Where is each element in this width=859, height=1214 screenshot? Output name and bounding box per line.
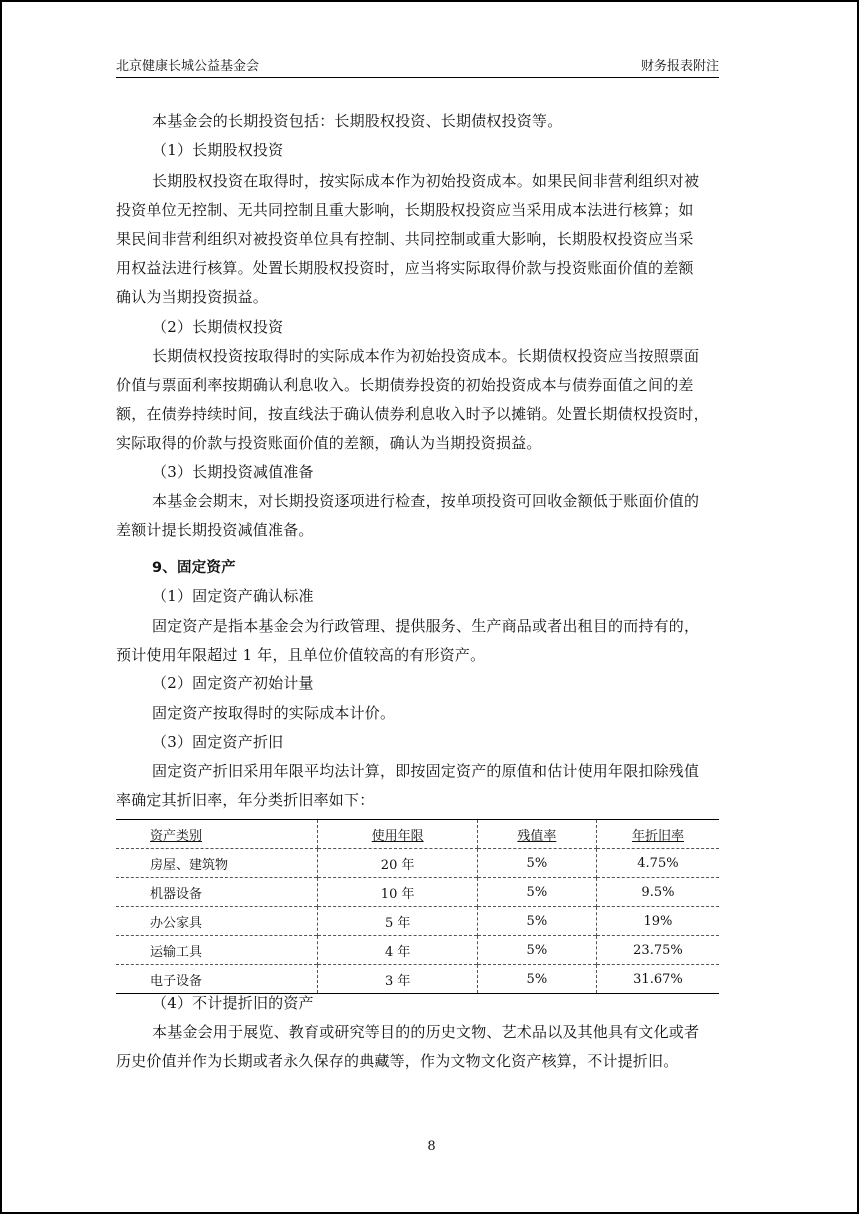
table-row	[116, 849, 719, 878]
table-cell: 4 年	[318, 936, 477, 965]
equity-paragraph-line: 果民间非营利组织对被投资单位具有控制、共同控制或重大影响，长期股权投资应当采	[116, 230, 694, 248]
table-cell: 9.5%	[596, 878, 719, 907]
table-cell: 5%	[477, 965, 596, 994]
table-cell: 电子设备	[116, 965, 318, 994]
table-cell: 19%	[596, 907, 719, 936]
table-cell: 5%	[477, 878, 596, 907]
fixed-assets-heading: 9、固定资产	[152, 560, 236, 576]
debt-paragraph-line: 价值与票面利率按期确认利息收入。长期债券投资的初始投资成本与债券面值之间的差	[116, 376, 694, 394]
table-cell: 运输工具	[116, 936, 318, 965]
equity-paragraph-line: 长期股权投资在取得时，按实际成本作为初始投资成本。如果民间非营利组织对被	[152, 172, 700, 190]
fa-depreciation-line: 固定资产折旧采用年限平均法计算，即按固定资产的原值和估计使用年限扣除残值	[152, 762, 700, 780]
page-number: 8	[427, 1139, 436, 1154]
table-cell: 10 年	[318, 878, 477, 907]
table-cell: 办公家具	[116, 907, 318, 936]
fa-depreciation-title: （3）固定资产折旧	[152, 733, 284, 751]
impairment-paragraph-line: 本基金会期末，对长期投资逐项进行检查，按单项投资可回收金额低于账面价值的	[152, 492, 700, 510]
table-header-cell: 资产类别	[116, 820, 318, 849]
equity-paragraph-line: 用权益法进行核算。处置长期股权投资时，应当将实际取得价款与投资账面价值的差额	[116, 259, 694, 277]
table-header-row	[116, 820, 719, 849]
debt-paragraph-line: 额，在债券持续时间，按直线法于确认债券利息收入时予以摊销。处置长期债权投资时，	[116, 405, 709, 423]
equity-title: （1）长期股权投资	[152, 141, 284, 159]
header-doc-type: 财务报表附注	[640, 59, 719, 74]
table-cell: 5 年	[318, 907, 477, 936]
impairment-paragraph-line: 差额计提长期投资减值准备。	[116, 521, 314, 539]
table-header-cell: 残值率	[477, 820, 596, 849]
table-row	[116, 878, 719, 907]
fa-recognition-title: （1）固定资产确认标准	[152, 587, 314, 605]
non-depreciable-title: （4）不计提折旧的资产	[152, 994, 314, 1012]
table-cell: 5%	[477, 936, 596, 965]
fa-depreciation-line: 率确定其折旧率，年分类折旧率如下：	[116, 791, 375, 809]
equity-paragraph-line: 确认为当期投资损益。	[116, 288, 269, 306]
table-row	[116, 965, 719, 994]
table-cell: 5%	[477, 907, 596, 936]
header-divider	[116, 77, 719, 78]
table-cell: 31.67%	[596, 965, 719, 994]
table-header-cell: 年折旧率	[596, 820, 719, 849]
impairment-title: （3）长期投资减值准备	[152, 463, 314, 481]
debt-title: （2）长期债权投资	[152, 318, 284, 336]
debt-paragraph-line: 长期债权投资按取得时的实际成本作为初始投资成本。长期债权投资应当按照票面	[152, 347, 700, 365]
table-row	[116, 907, 719, 936]
fa-recognition-line: 固定资产是指本基金会为行政管理、提供服务、生产商品或者出租目的而持有的，	[152, 617, 700, 635]
depreciation-table	[116, 819, 719, 994]
debt-paragraph-line: 实际取得的价款与投资账面价值的差额，确认为当期投资损益。	[116, 434, 542, 452]
table-cell: 20 年	[318, 849, 477, 878]
table-cell: 3 年	[318, 965, 477, 994]
table-cell: 5%	[477, 849, 596, 878]
table-cell: 房屋、建筑物	[116, 849, 318, 878]
fa-initial-title: （2）固定资产初始计量	[152, 674, 314, 692]
intro-paragraph: 本基金会的长期投资包括：长期股权投资、长期债权投资等。	[152, 112, 563, 130]
non-depreciable-line: 本基金会用于展览、教育或研究等目的的历史文物、艺术品以及其他具有文化或者	[152, 1023, 700, 1041]
table-header-cell: 使用年限	[318, 820, 477, 849]
equity-paragraph-line: 投资单位无控制、无共同控制且重大影响，长期股权投资应当采用成本法进行核算；如	[116, 201, 694, 219]
header-org-name: 北京健康长城公益基金会	[116, 59, 260, 74]
table-row	[116, 936, 719, 965]
table-cell: 机器设备	[116, 878, 318, 907]
page-header	[116, 58, 719, 76]
table-cell: 23.75%	[596, 936, 719, 965]
table-cell: 4.75%	[596, 849, 719, 878]
fa-recognition-line: 预计使用年限超过 1 年，且单位价值较高的有形资产。	[116, 646, 486, 664]
non-depreciable-line: 历史价值并作为长期或者永久保存的典藏等，作为文物文化资产核算，不计提折旧。	[116, 1052, 679, 1070]
fa-initial-line: 固定资产按取得时的实际成本计价。	[152, 704, 396, 722]
